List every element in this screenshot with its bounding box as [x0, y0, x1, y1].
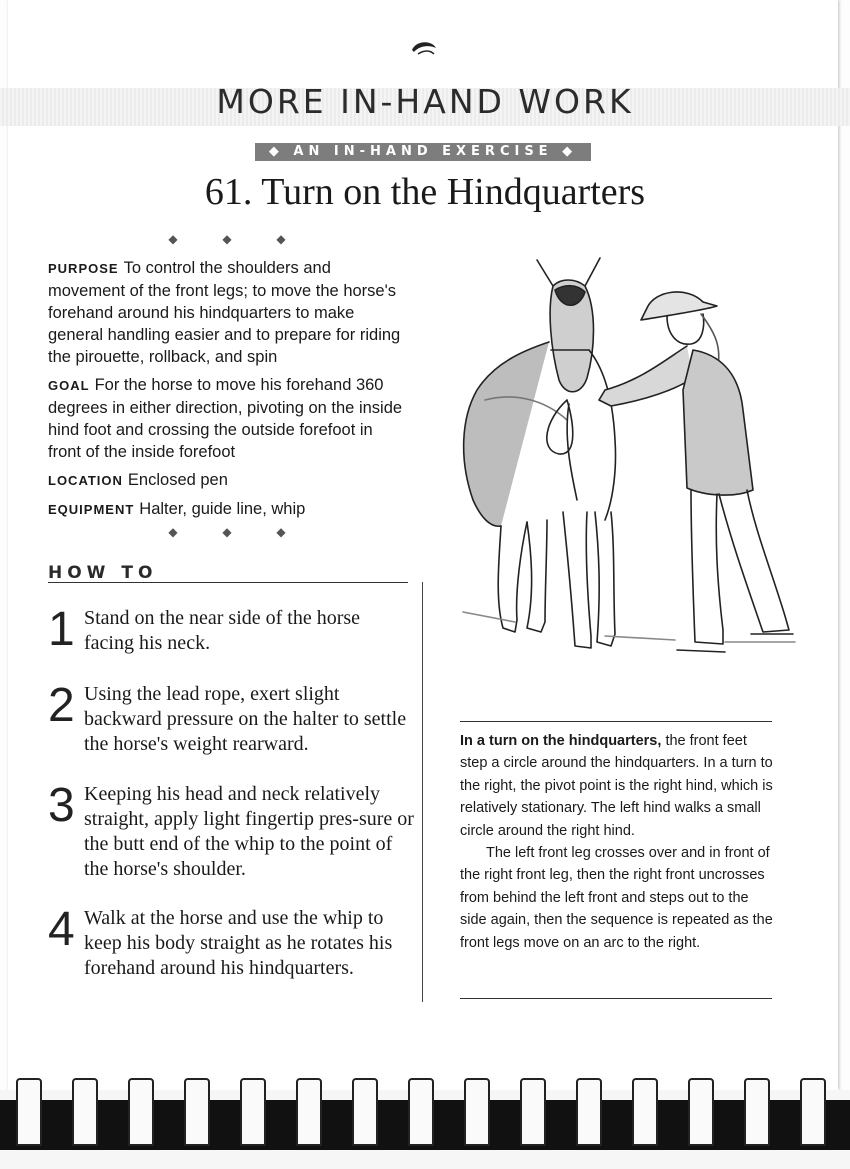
- step-number: 2: [48, 679, 75, 732]
- caption-rule-top: [460, 721, 772, 722]
- illustration-caption: [460, 730, 776, 954]
- binding-coil: [184, 1078, 210, 1146]
- binding-coil: [800, 1078, 826, 1146]
- purpose-block: [48, 257, 408, 368]
- binding-coil: [576, 1078, 602, 1146]
- diamond-icon: ◆: [168, 232, 178, 246]
- caption-paragraph-1: [460, 730, 776, 842]
- step-number: 4: [48, 903, 75, 956]
- binding-coil: [520, 1078, 546, 1146]
- page-ornament-icon: [408, 36, 440, 60]
- binding-coil: [408, 1078, 434, 1146]
- caption-text: the front feet step a circle around the hindquarters. In a turn to the right, the pivot point is the right hind, which is relatively stationary. The left hind walks a small circle around the right hind.: [460, 733, 773, 839]
- chapter-title: MORE IN-HAND WORK: [216, 82, 634, 121]
- diamond-icon: ◆: [168, 525, 178, 539]
- caption-rule-bottom: [460, 998, 772, 999]
- divider-top: [146, 232, 308, 246]
- column-divider: [422, 582, 423, 1002]
- binding-coil: [72, 1078, 98, 1146]
- how-to-heading: HOW TO: [48, 563, 158, 583]
- diamond-icon: ◆: [222, 232, 232, 246]
- location-text: Enclosed pen: [127, 471, 228, 489]
- how-to-rule: [48, 582, 408, 583]
- caption-paragraph-2: The left front leg crosses over and in front of the right front leg, then the right front uncrosses from behind the left front and steps out to the side again, then the sequence is repeated as the front legs move on an arc to the right.: [460, 845, 773, 951]
- binding-coil: [352, 1078, 378, 1146]
- equipment-label: EQUIPMENT: [48, 502, 135, 517]
- diamond-icon: ◆: [276, 232, 286, 246]
- binding-coil: [464, 1078, 490, 1146]
- step-text: Using the lead rope, exert slight backward pressure on the halter to settle the horse's weight rearward.: [84, 683, 407, 755]
- purpose-label: PURPOSE: [48, 261, 119, 276]
- binding-coil: [128, 1078, 154, 1146]
- step-number: 3: [48, 779, 75, 832]
- equipment-text: Halter, guide line, whip: [139, 500, 306, 518]
- binding-coil: [744, 1078, 770, 1146]
- exercise-title: 61. Turn on the Hindquarters: [204, 171, 646, 213]
- step-number: 1: [48, 603, 75, 656]
- purpose-text: To control the shoulders and movement of the front legs; to move the horse's forehand around his hindquarters to make general handling easier and to prepare for riding the pirouette, rollback, and spin: [48, 259, 401, 366]
- horse-handler-illustration: [455, 250, 805, 680]
- diamond-icon: ◆: [276, 525, 286, 539]
- binding-coil: [240, 1078, 266, 1146]
- binding-coil: [296, 1078, 322, 1146]
- goal-text: For the horse to move his forehand 360 degrees in either direction, pivoting on the inside hind foot and crossing the outside forefoot in front of the inside forefoot: [48, 376, 403, 461]
- exercise-label: ◆ AN IN-HAND EXERCISE ◆: [255, 143, 591, 161]
- step-text: Keeping his head and neck relatively straight, apply light fingertip pres-sure or the butt end of the whip to the point of the horse's shoulder.: [84, 783, 414, 880]
- goal-label: GOAL: [48, 378, 90, 393]
- step-text: Stand on the near side of the horse facing his neck.: [84, 607, 361, 654]
- exercise-info: [48, 257, 408, 527]
- caption-lead: In a turn on the hindquarters,: [460, 733, 662, 749]
- binding-coil: [632, 1078, 658, 1146]
- location-label: LOCATION: [48, 473, 123, 488]
- binding-coil: [688, 1078, 714, 1146]
- step-text: Walk at the horse and use the whip to keep his body straight as he rotates his forehand around his hindquarters.: [84, 907, 393, 979]
- binding-coil: [16, 1078, 42, 1146]
- diamond-icon: ◆: [222, 525, 232, 539]
- equipment-block: [48, 498, 408, 521]
- location-block: [48, 469, 408, 492]
- goal-block: [48, 374, 408, 463]
- divider-bottom: [146, 525, 308, 539]
